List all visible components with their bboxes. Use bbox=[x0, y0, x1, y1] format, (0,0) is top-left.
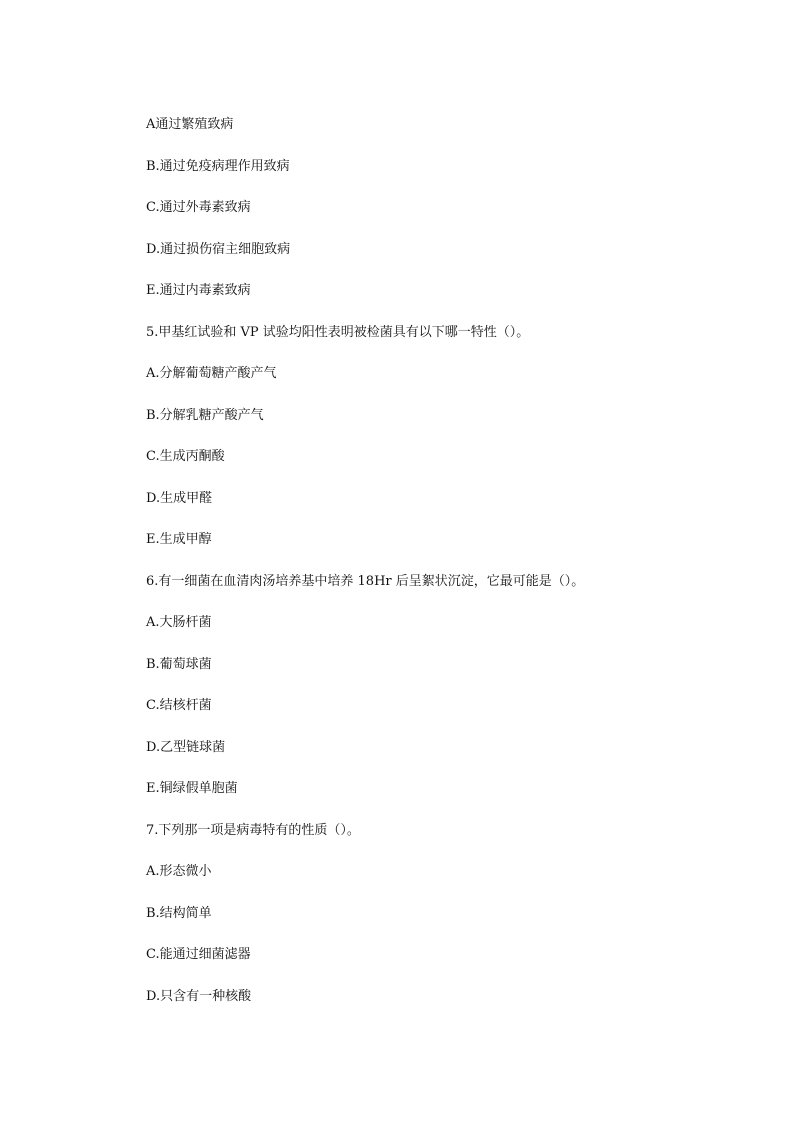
option-line: E.铜绿假单胞菌 bbox=[146, 781, 238, 796]
option-line: D.生成甲醛 bbox=[146, 490, 213, 506]
option-line: C.能通过细菌滤器 bbox=[146, 947, 251, 962]
question-line: 5.甲基红试验和 VP 试验均阳性表明被检菌具有以下哪一特性（）。 bbox=[146, 324, 530, 340]
option-line: D.通过损伤宿主细胞致病 bbox=[146, 241, 291, 257]
option-line: D.只含有一种核酸 bbox=[146, 988, 252, 1004]
option-line: C.生成丙酮酸 bbox=[146, 449, 225, 464]
option-line: B.分解乳糖产酸产气 bbox=[146, 407, 264, 423]
option-line: B.通过免疫病理作用致病 bbox=[146, 158, 290, 174]
option-line: D.乙型链球菌 bbox=[146, 739, 226, 755]
question-line: 6.有一细菌在血清肉汤培养基中培养 18Hr 后呈絮状沉淀，它最可能是（）。 bbox=[146, 573, 585, 589]
option-line: C.结核杆菌 bbox=[146, 698, 212, 713]
option-line: A.形态微小 bbox=[146, 864, 212, 879]
option-line: A.分解葡萄糖产酸产气 bbox=[146, 366, 277, 381]
option-line: B.结构简单 bbox=[146, 905, 212, 921]
option-line: E.通过内毒素致病 bbox=[146, 283, 251, 298]
option-line: B.葡萄球菌 bbox=[146, 656, 212, 672]
option-line: A.大肠杆菌 bbox=[146, 615, 212, 630]
option-line: E.生成甲醇 bbox=[146, 532, 212, 547]
option-line: C.通过外毒素致病 bbox=[146, 200, 251, 215]
question-line: 7.下列那一项是病毒特有的性质（）。 bbox=[146, 822, 360, 838]
option-line: A通过繁殖致病 bbox=[146, 117, 234, 132]
question-text-block bbox=[146, 115, 746, 1028]
